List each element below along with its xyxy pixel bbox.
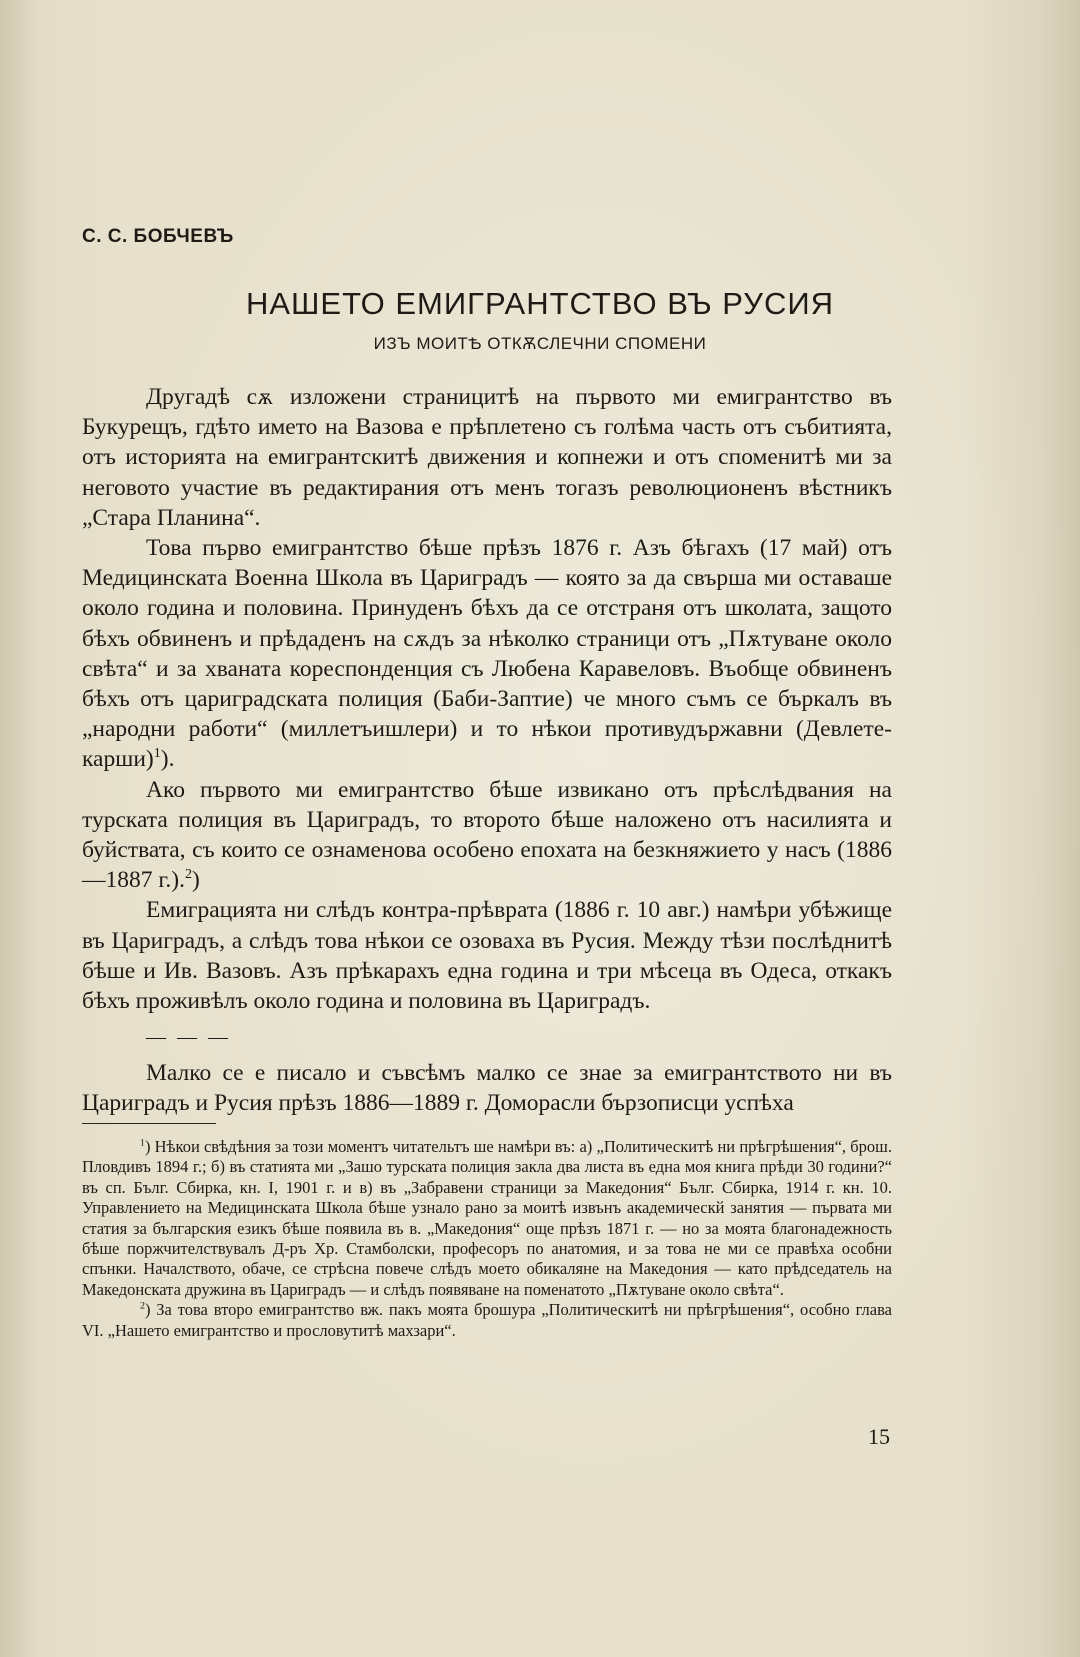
footnote-ref-2: 2 bbox=[184, 866, 192, 883]
page-number: 15 bbox=[868, 1424, 890, 1449]
paragraph-1: Другадѣ сѫ изложени страницитѣ на първото ми емигрантство въ Букурещъ, гдѣто името на Вазова е прѣплетено съ голѣма часть отъ събитията, отъ историята на емигрантскитѣ движения и копнежи и отъ споменитѣ ми за неговото участие въ редактирания отъ менъ тогазъ революционенъ вѣстникъ „Стара Планина“. bbox=[82, 384, 892, 531]
paragraph-4: Емиграцията ни слѣдъ контра-прѣврата (1886 г. 10 авг.) намѣри убѣжище въ Цариградъ, а слѣдъ това нѣкои се озоваха въ Русия. Между тѣзи послѣднитѣ бѣше и Ив. Вазовъ. Азъ прѣкарахъ една година и три мѣсеца въ Одеса, откакъ бѣхъ проживѣлъ около година и половина въ Цариградъ. bbox=[82, 897, 892, 1015]
footnote-ref-1: 1 bbox=[153, 745, 161, 762]
article-title: НАШЕТО ЕМИГРАНТСТВО ВЪ РУСИЯ bbox=[245, 286, 835, 321]
paragraph-2-text: Това първо емигрантство бѣше прѣзъ 1876 г. Азъ бѣгахъ (17 май) отъ Медицинската Военна Школа въ Цариградъ — която за да свърша ми оставаше около година и половина. Принуденъ бѣхъ да се отстраня отъ школата, защото бѣхъ обвиненъ и прѣдаденъ на сѫдъ за нѣколко страници отъ „Пѫтуване около свѣта“ и за хваната кореспонденция съ Любена Каравеловъ. Въобще обвиненъ бѣхъ отъ цариградската полиция (Баби-Заптие) че много съмъ се бъркалъ въ „народни работи“ (миллетъишлери) и то нѣкои противудържавни (Девлете-карши) bbox=[82, 535, 892, 773]
section-separator: — — — bbox=[146, 1026, 231, 1049]
footnote-2-text: ) За това второ емигрантство вж. пакъ моята брошура „Политическитѣ ни прѣгрѣшения“, особно глава VI. „Нашето емигрантство и прословутитѣ махзари“. bbox=[82, 1300, 892, 1340]
footnotes bbox=[82, 1137, 892, 1341]
paragraph-3 bbox=[82, 775, 892, 896]
author-name: С. С. БОБЧЕВЪ bbox=[82, 226, 234, 247]
footnote-1-text: ) Нѣкои свѣдѣния за този моментъ читательтъ ше намѣри въ: а) „Политическитѣ ни прѣгрѣшения“, брош. Пловдивъ 1894 г.; б) въ статията ми „Зашо турската полиция закла два листа въ една моя книга прѣди 30 години?“ въ сп. Бълг. Сбирка, кн. I, 1901 г. и в) въ „Забравени страници за Македония“ Бълг. Сбирка, 1914 г. кн. 10. Управлението на Медицинската Школа бѣше узнало рано за моитѣ извънъ академическй занятия — първата ми статия за българския езикъ бѣше появила въ в. „Македония“ още прѣзъ 1871 г. — но за моята благонадежность бѣше поржчителствувалъ Д-ръ Хр. Стамболски, професоръ по анатомия, и за това не ми се правѣха особни спънки. Началството, обаче, се стрѣсна повече слѣдъ моето обикаляне на Македония — като прѣдседатель на Македонската дружина въ Цариградъ — и слѣдъ появяване на поменатото „Пѫтуване около свѣта“. bbox=[82, 1137, 892, 1299]
footnote-ref-1-suffix: ). bbox=[160, 746, 175, 773]
footnote-1 bbox=[82, 1137, 892, 1300]
footnote-1-mark: 1 bbox=[140, 1137, 145, 1149]
footnote-ref-2-suffix: ) bbox=[192, 867, 200, 894]
paragraph-5: Малко се е писало и съвсѣмъ малко се знае за емигрантството ни въ Цариградъ и Русия прѣзъ 1886—1889 г. Доморасли бързописци успѣха bbox=[82, 1060, 892, 1117]
article-body bbox=[82, 382, 892, 1119]
paragraph-2 bbox=[82, 533, 892, 775]
footnote-2 bbox=[82, 1300, 892, 1341]
footnote-divider bbox=[82, 1123, 216, 1124]
article-subtitle: ИЗЪ МОИТѢ ОТКѪСЛЕЧНИ СПОМЕНИ bbox=[373, 334, 707, 353]
paragraph-3-text: Ако първото ми емигрантство бѣше извикано отъ прѣслѣдвания на турската полиция въ Цариградъ, то второто бѣше наложено отъ насилията и буйствата, съ които се ознаменова особено епохата на безкняжието у насъ (1886—1887 г.). bbox=[82, 776, 892, 894]
footnote-2-mark: 2 bbox=[140, 1300, 145, 1312]
